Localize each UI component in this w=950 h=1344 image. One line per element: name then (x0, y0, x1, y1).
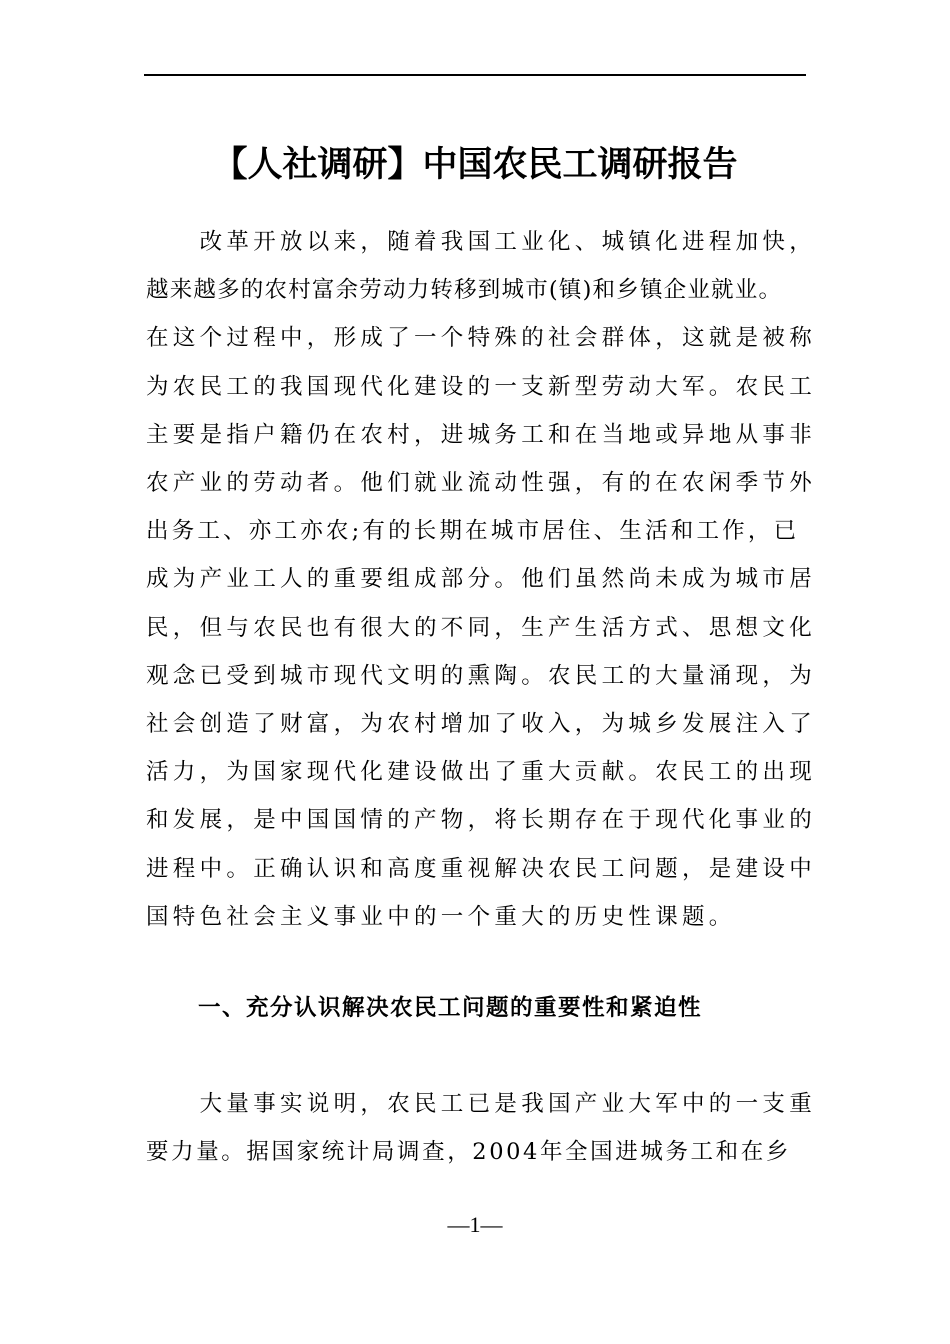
document-title: 【人社调研】中国农民工调研报告 (212, 144, 738, 186)
text-line: 和发展，是中国国情的产物，将长期存在于现代化事业的 (146, 807, 817, 834)
text-line: 农产业的劳动者。他们就业流动性强，有的在农闲季节外 (146, 470, 817, 497)
header-rule (144, 74, 806, 76)
text-line: 活力，为国家现代化建设做出了重大贡献。农民工的出现 (146, 759, 817, 786)
paragraph-facts (146, 1080, 817, 1176)
text-line: 在这个过程中，形成了一个特殊的社会群体，这就是被称 (146, 325, 817, 352)
text-line: 要力量。据国家统计局调查，2004年全国进城务工和在乡 (146, 1139, 791, 1166)
text-line: 为农民工的我国现代化建设的一支新型劳动大军。农民工 (146, 373, 817, 400)
text-line: 社会创造了财富，为农村增加了收入，为城乡发展注入了 (146, 711, 817, 738)
text-line: 主要是指户籍仍在农村，进城务工和在当地或异地从事非 (146, 421, 817, 448)
text-line: 成为产业工人的重要组成部分。他们虽然尚未成为城市居 (146, 566, 817, 593)
paragraph-intro (146, 218, 817, 941)
section-heading: 一、充分认识解决农民工问题的重要性和紧迫性 (198, 995, 703, 1021)
text-line: 民，但与农民也有很大的不同，生产生活方式、思想文化 (146, 614, 817, 641)
text-line: 进程中。正确认识和高度重视解决农民工问题，是建设中 (146, 855, 817, 882)
text-line: 国特色社会主义事业中的一个重大的历史性课题。 (146, 903, 736, 930)
text-line: 观念已受到城市现代文明的熏陶。农民工的大量涌现，为 (146, 662, 817, 689)
text-line: 改革开放以来，随着我国工业化、城镇化进程加快， (146, 229, 817, 255)
text-line: 出务工、亦工亦农;有的长期在城市居住、生活和工作，已 (146, 518, 800, 545)
page-number: —1— (447, 1212, 503, 1237)
text-line: 越来越多的农村富余劳动力转移到城市(镇)和乡镇企业就业。 (146, 277, 783, 304)
text-line: 大量事实说明，农民工已是我国产业大军中的一支重 (146, 1091, 817, 1117)
